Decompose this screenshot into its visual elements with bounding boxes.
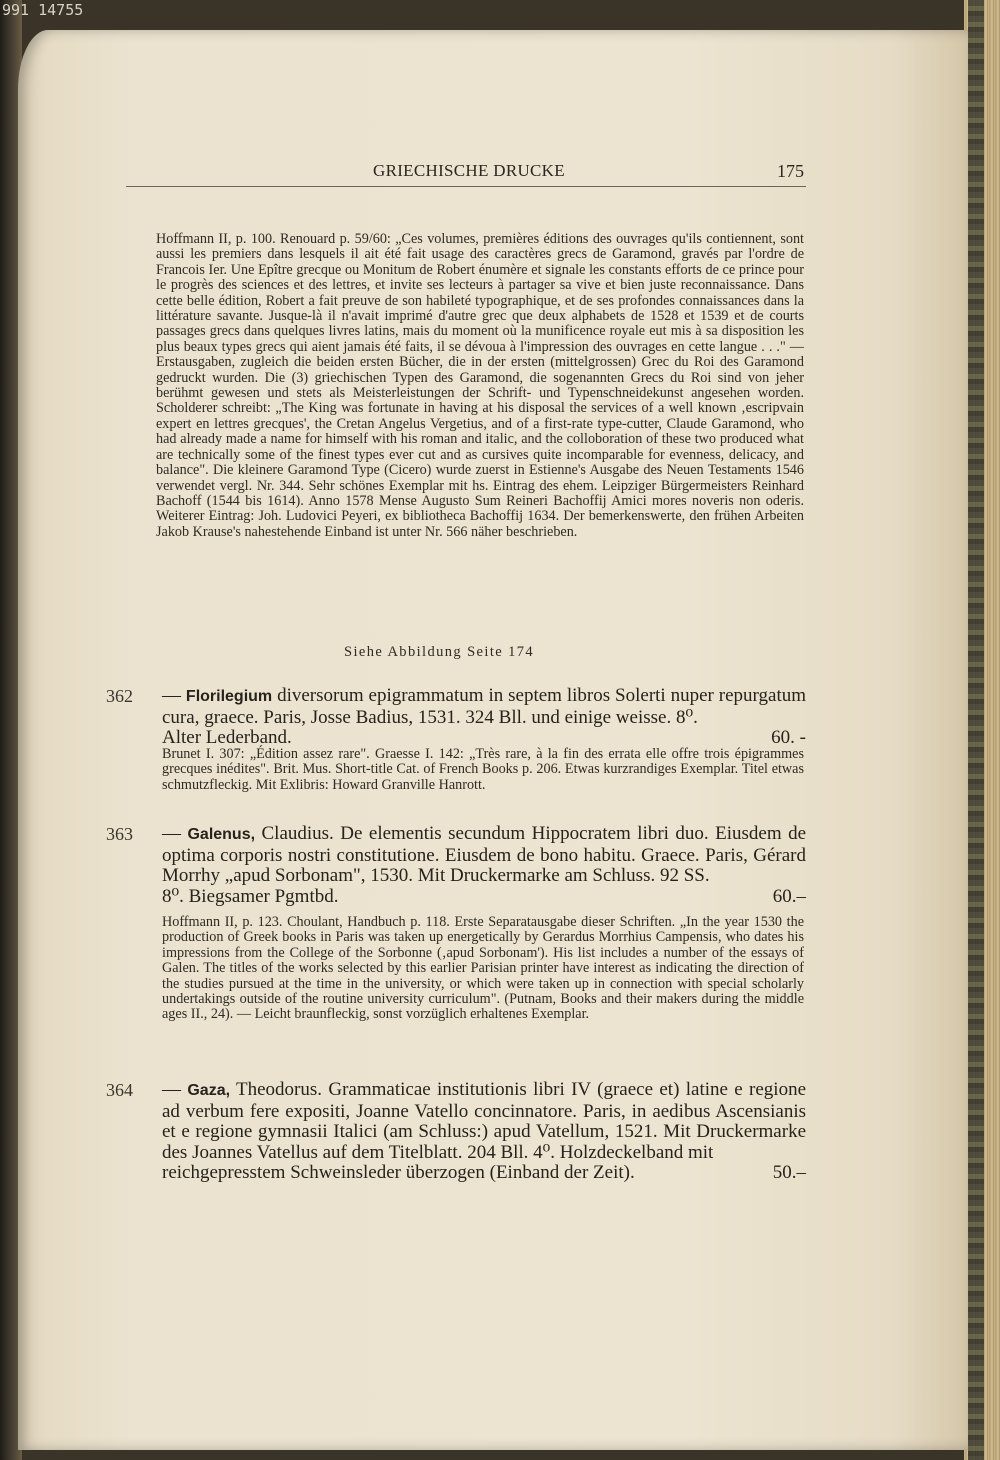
entry-price-line (162, 887, 806, 908)
entry-text: Claudius. De elementis secundum Hippocratem libri duo. Eiusdem de optima corporis nostri constitutione. Eiusdem de bono habitu. Graece. Paris, Gérard Morrhy „apud Sorbonam", 1530. Mit Druckermarke am Schluss. 92 SS. (162, 823, 806, 886)
scan-label: 991 14755 (2, 1, 84, 19)
entry-last-line: reichgepresstem Schweinsleder überzogen (Einband der Zeit). (162, 1162, 635, 1183)
entry-name: Florilegium (185, 688, 273, 705)
entry-price: 60. - (771, 727, 806, 748)
catalog-entry (106, 824, 806, 907)
entry-body (162, 824, 806, 907)
entry-dash: — (162, 685, 181, 706)
entry-last-line: Alter Lederband. (162, 727, 292, 748)
marbled-cover-edge (968, 0, 984, 1460)
entry-number: 364 (106, 1080, 133, 1100)
entry-name: Galenus, (187, 826, 256, 843)
entry-number: 362 (106, 686, 133, 706)
entry-name: Gaza, (187, 1082, 231, 1099)
entry-note (162, 747, 804, 793)
entry-body (162, 1080, 806, 1184)
entry-note-text: Hoffmann II, p. 123. Choulant, Handbuch p. 118. Erste Separatausgabe dieser Schriften. „In the year 1530 the production of Greek books in Paris was taken up energetically by Gerardus Morrhius Campensis, who dates his impressions from the College of the Sorbonne (‚apud Sorbonam'). His list includes a number of the essays of Galen. The titles of the works selected by this earlier Parisian printer have interest as indicating the direction of the studies pursued at the time in the university, or which were taken up in connection with special scholarly undertakings outside of the routine university curriculum". (Putnam, Books and their makers during the middle ages II., 24). — Leicht braunfleckig, sonst vorzüglich erhaltenes Exemplar. (162, 914, 804, 1023)
entry-text: diversorum epigrammatum in septem libros Solerti nuper repurgatum cura, graece. Paris, Josse Badius, 1531. 324 Bll. und einige weisse. 8⁰. (162, 685, 807, 728)
entry-number: 363 (106, 824, 133, 844)
see-figure-reference: Siehe Abbildung Seite 174 (344, 644, 535, 660)
entry-note (162, 915, 804, 1023)
entry-dash: — (162, 823, 181, 844)
entry-dash: — (162, 1079, 181, 1100)
entry-text: Theodorus. Grammaticae institutionis libri IV (graece et) latine e regione ad verbum fere expositi, Joanne Vatello concinnatore. Paris, in aedibus Ascensianis et e regione gymnasii Italici (am Schluss:) apud Vatellum, 1521. Mit Druckermarke des Joannes Vatellus auf dem Titelblatt. 204 Bll. 4⁰. Holzdeckelband mit (162, 1079, 807, 1163)
entry-last-line: 8⁰. Biegsamer Pgmtbd. (162, 885, 339, 907)
catalog-entry (106, 686, 806, 749)
paper-page (18, 30, 968, 1450)
entry-price: 60.– (772, 885, 806, 907)
entry-price: 50.– (772, 1162, 806, 1183)
entry-body (162, 686, 806, 749)
catalog-entry (106, 1080, 806, 1184)
running-head (126, 158, 806, 187)
page-number: 175 (777, 161, 804, 181)
note-text: Hoffmann II, p. 100. Renouard p. 59/60: „Ces volumes, premières éditions des ouvrages qu'ils contiennent, sont aussi les premiers dans lesquels il ait été fait usage des caractères grecs de Garamond, gravés par l'ordre de Francois Ier. Une Epître grecque ou Monitum de Robert énumère et signale les constants efforts de ce prince pour le progrès des sciences et des lettres, et invite ses lecteurs à partager sa vive et bien juste reconnaissance. Dans cette belle édition, Robert a fait preuve de son habileté typographique, et de ses profondes connaissances dans la littérature savante. Jusque-là il n'avait imprimé d'autre grec que deux alphabets de 1528 et 1539 et de courts passages grecs dans quelques livres latins, mais du moment où la munificence royale eut mis à sa disposition les plus beaux types grecs qui aient jamais été faits, il se dévoua à l'impression des ouvrages en cette langue . . ." — Erstausgaben, zugleich die beiden ersten Bücher, die in der ersten (mittelgrossen) Grec du Roi des Garamond gedruckt wurden. Die (3) griechischen Typen des Garamond, die sogenannten Grecs du Roi sind von jeher berühmt gewesen und stets als Meisterleistungen der Schrift- und Typenschneidekunst angesehen worden. Scholderer schreibt: „The King was fortunate in having at his disposal the services of a well known ‚escripvain expert en lettres grecques', the Cretan Angelus Vergetius, and of a first-rate type-cutter, Claude Garamond, who had already made a name for himself with his roman and italic, and the colloboration of these two produced what are technically some of the finest types ever cut and as cursives quite incomparable for evenness, delicacy, and balance". Die kleinere Garamond Type (Cicero) wurde zuerst in Estienne's Ausgabe des Neuen Testaments 1546 verwendet vergl. Nr. 344. Sehr schönes Exemplar mit hs. Eintrag des ehem. Leipziger Bürgermeisters Reinhard Bachoff (1544 bis 1614). Anno 1578 Mense Augusto Sum Reineri Bachoffij Amici mores noveris non oderis. Weiterer Eintrag: Joh. Ludovici Peyeri, ex bibliotheca Bachoffij 1634. Der bemerkenswerte, den frühen Arbeiten Jakob Krause's nahestehende Einband ist unter Nr. 566 näher beschrieben. (156, 231, 804, 540)
bibliographic-note (156, 232, 804, 540)
entry-note-text: Brunet I. 307: „Édition assez rare". Graesse I. 142: „Très rare, à la fin des errata elle offre trois épigrammes grecques inédites". Brit. Mus. Short-title Cat. of French Books p. 206. Etwas kurzrandiges Exemplar. Titel etwas schmutzfleckig. Mit Exlibris: Howard Granville Hanrott. (162, 746, 804, 793)
running-title: GRIECHISCHE DRUCKE (373, 161, 565, 180)
entry-price-line (162, 1163, 806, 1184)
book-page-edges (964, 0, 1000, 1460)
